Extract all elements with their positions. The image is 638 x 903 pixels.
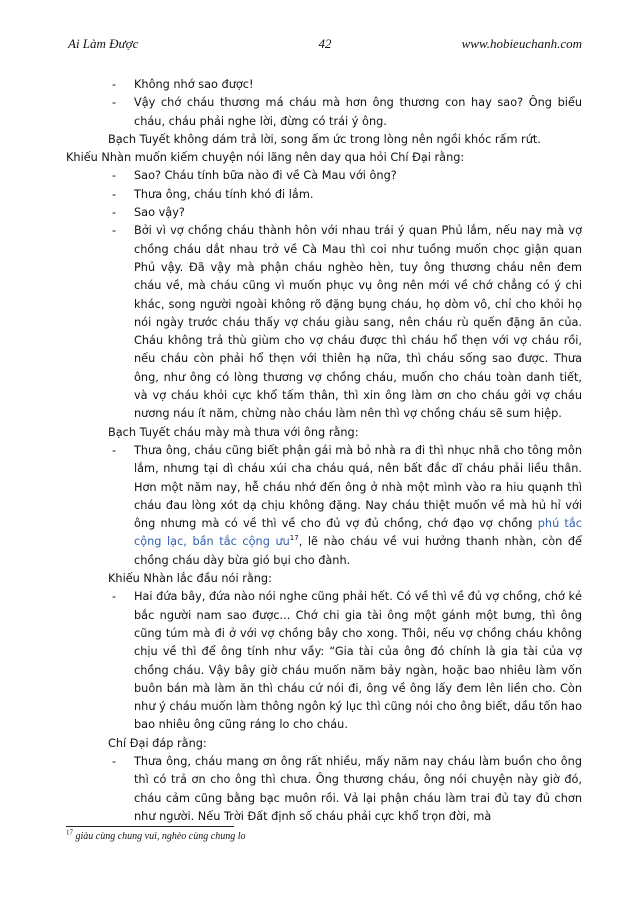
- footnote: [66, 828, 586, 842]
- footnote-reference[interactable]: 17: [289, 534, 299, 543]
- footnote-number: 17: [66, 828, 73, 837]
- narration-paragraph: Bạch Tuyết cháu mày mà thưa với ông rằng:: [108, 425, 359, 439]
- footnote-text: giàu cùng chung vui, nghèo cùng chung lo: [75, 831, 246, 842]
- footnote-divider: [66, 826, 234, 827]
- dialogue-line: - Sao vậy?: [112, 206, 185, 220]
- narration-paragraph: Khiếu Nhàn muốn kiếm chuyện nói lãng nên day qua hỏi Chí Đại rằng:: [66, 151, 465, 165]
- narration-paragraph: Khiếu Nhàn lắc đầu nói rằng:: [108, 572, 272, 586]
- dialogue-line: - Bởi vì vợ chồng cháu thành hôn với nhau trái ý quan Phủ lắm, nếu nay mà vợ chồng cháu dắt nhau trở về Cà Mau thì coi như tuồng muốn chọc giận quan Phủ vậy. Đã vậy mà phận cháu nghèo hèn, tuy ông thương cháu nên đem cháu về, mà cháu cũng vì muốn phục vụ ông nên mới về chớ chẳng có ý chi khác, song người ngoài không rõ đặng bụng cháu, họ dòm vô, chỉ cho khỏi họ nói ngày trước cháu thấy vợ cháu giàu sang, nên cháu rù quến đặng ăn của. Cháu không trả thù giùm cho vợ cháu được thì cháu hổ thẹn với vợ cháu rồi, nếu cháu còn phải hổ thẹn với thiên hạ nữa, thì cháu sống sao được. Thưa ông, như ông có lòng thương vợ chồng cháu, muốn cho cháu toàn danh tiết, và vợ cháu khỏi cực khổ tấm thân, thì xin ông làm ơn cho cháu gởi vợ cháu nương náu ít năm, chừng nào cháu làm nên thì vợ chồng cháu sẽ sum hiệp.: [112, 224, 582, 421]
- dialogue-line: - Sao? Cháu tính bữa nào đi về Cà Mau với ông?: [112, 169, 397, 183]
- dialogue-line: - Vậy chớ cháu thương má cháu mà hơn ông thương con hay sao? Ông biểu cháu, cháu phải nghe lời, đừng có trái ý ông.: [112, 96, 582, 128]
- dialogue-line: - Không nhớ sao được!: [112, 78, 254, 91]
- dialogue-line: - Thưa ông, cháu mang ơn ông rất nhiều, mấy năm nay cháu làm buồn cho ông thì có trả ơn cho ông thì chưa. Ông thương cháu, ông nói chuyện này giờ đó, cháu cảm cũng bằng bạc muôn rồi. Vả lại phận cháu làm trai đủ tay đủ chơn như người. Nếu Trời Đất định số cháu phải cực khổ trọn đời, mà: [112, 754, 582, 823]
- dialogue-line: - Thưa ông, cháu tính khó đi lắm.: [112, 187, 314, 201]
- page-number: 42: [318, 36, 332, 51]
- book-title: Ai Làm Được: [68, 36, 139, 51]
- dialogue-line: - Thưa ông, cháu cũng biết phận gái mà bỏ nhà ra đi thì nhục nhã cho tông môn lắm, nhưng tại dì cháu xúi cha cháu quá, nên bất đắc dĩ cháu phải liều thân. Hơn một năm nay, hễ cháu nhớ đến ông ở nhà một mình vào ra hiu quạnh thì cháu đau lòng xót dạ chịu không đặng. Nay cháu thiệt muốn về mà hủ hỉ với ông nhưng mà có về thì về cho đủ vợ đủ chồng, chớ đạo vợ chồng phú tắc cộng lạc, bần tắc cộng $ưu^{17}$, lẽ nào cháu về vui hưởng thanh nhàn, còn để chồng cháu dày bừa gió bụi cho đành.: [112, 443, 582, 567]
- page-body: [66, 76, 582, 826]
- page-header: [68, 36, 582, 56]
- idiom-link[interactable]: phú tắc cộng lạc, bần tắc cộng ưu: [134, 517, 582, 549]
- narration-paragraph: Chí Đại đáp rằng:: [108, 736, 207, 750]
- website-url[interactable]: www.hobieuchanh.com: [461, 36, 582, 51]
- dialogue-line: - Hai đứa bây, đứa nào nói nghe cũng phải hết. Có về thì về đủ vợ chồng, chớ kẻ bắc người nam sao được... Chớ chi gia tài ông một gánh một bưng, thì ông cũng túm mà đi ở với vợ chồng bây cho xong. Thôi, nếu vợ chồng cháu không chịu về thì để ông tính như vầy: “Gia tài của ông đó chính là gia tài của vợ chồng cháu. Vậy bây giờ cháu muốn năm bảy ngàn, hoặc bao nhiêu làm vốn buôn bán mà làm ăn thì cháu cứ nói đi, ông về ông lấy đem lên liền cho. Còn như ý cháu muốn làm thông ngôn ký lục thì cũng nói cho ông biết, dầu tốn hao bao nhiêu ông cũng ráng lo cho cháu.: [112, 590, 582, 732]
- narration-paragraph: Bạch Tuyết không dám trả lời, song ấm ức trong lòng nên ngồi khóc rấm rứt.: [108, 132, 541, 146]
